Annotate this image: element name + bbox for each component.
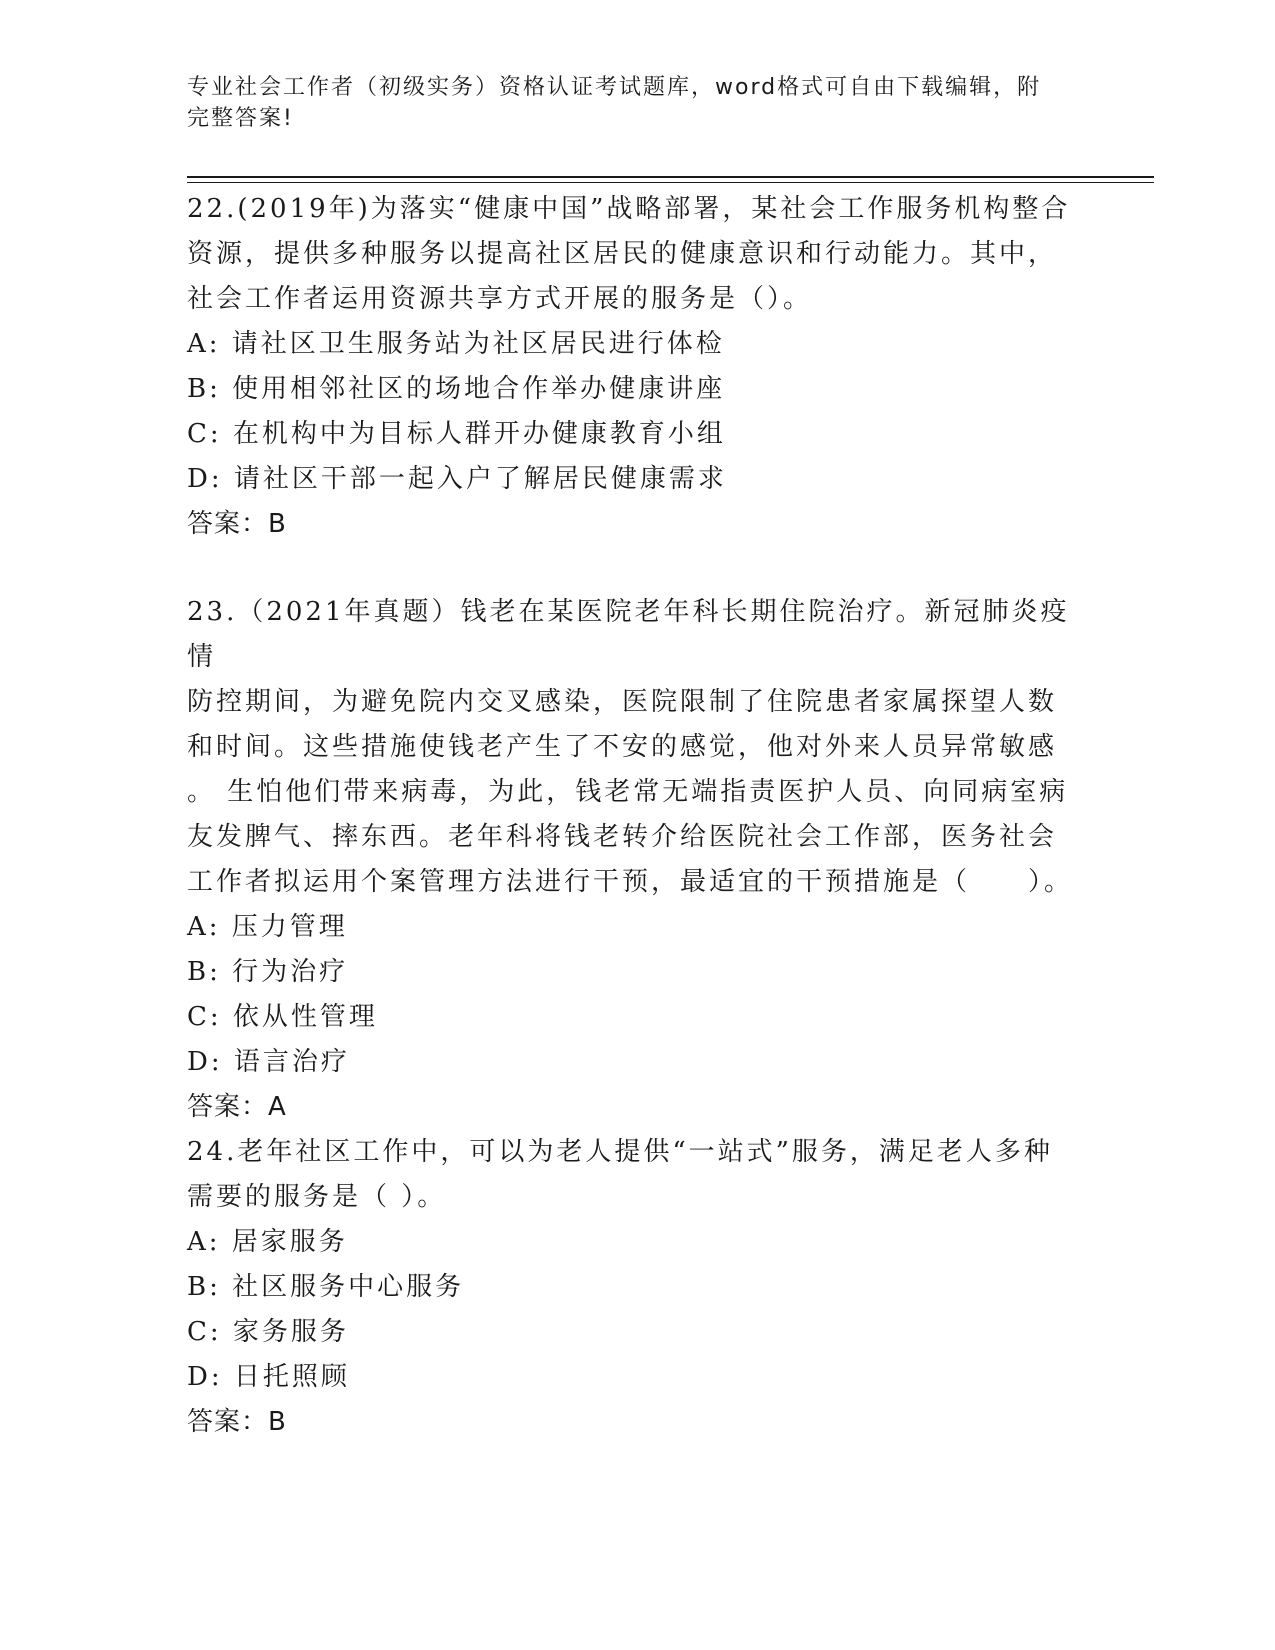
document-header	[187, 72, 1067, 134]
question-stem-line: 22.(2019年)为落实“健康中国”战略部署，某社会工作服务机构整合	[187, 194, 1071, 224]
answer-line: 答案：B	[187, 1407, 287, 1437]
question-stem-line: 社会工作者运用资源共享方式开展的服务是（）。	[187, 284, 813, 314]
question-22	[187, 187, 1087, 547]
option-c: C: 家务服务	[187, 1317, 349, 1347]
option-c: C: 在机构中为目标人群开办健康教育小组	[187, 419, 726, 449]
header-divider-thick	[187, 176, 1154, 178]
option-a: A: 请社区卫生服务站为社区居民进行体检	[187, 329, 725, 359]
option-d: D: 请社区干部一起入户了解居民健康需求	[187, 464, 727, 494]
question-stem-line: 防控期间，为避免院内交叉感染，医院限制了住院患者家属探望人数	[187, 687, 1058, 717]
option-a: A: 居家服务	[187, 1227, 348, 1257]
option-c: C: 依从性管理	[187, 1002, 378, 1032]
question-stem-line: 友发脾气、摔东西。老年科将钱老转介给医院社会工作部，医务社会	[187, 822, 1058, 852]
header-divider-thin	[187, 182, 1154, 183]
question-stem-line: 23.（2021年真题）钱老在某医院老年科长期住院治疗。新冠肺炎疫情	[187, 597, 1070, 672]
option-b: B: 社区服务中心服务	[187, 1272, 465, 1302]
header-line-2: 完整答案!	[187, 106, 294, 131]
question-stem-line: 资源，提供多种服务以提高社区居民的健康意识和行动能力。其中，	[187, 239, 1058, 269]
header-line-1: 专业社会工作者（初级实务）资格认证考试题库，word格式可自由下载编辑，附	[187, 75, 1042, 100]
option-a: A: 压力管理	[187, 912, 348, 942]
answer-line: 答案：B	[187, 509, 287, 539]
question-stem-line: 需要的服务是（ ）。	[187, 1182, 447, 1212]
option-d: D: 语言治疗	[187, 1047, 350, 1077]
question-stem-line: 和时间。这些措施使钱老产生了不安的感觉，他对外来人员异常敏感	[187, 732, 1058, 762]
question-stem-line: 工作者拟运用个案管理方法进行干预，最适宜的干预措施是（ ）。	[187, 867, 1074, 897]
option-b: B: 使用相邻社区的场地合作举办健康讲座	[187, 374, 726, 404]
question-stem-line: 24.老年社区工作中，可以为老人提供“一站式”服务，满足老人多种	[187, 1137, 1053, 1167]
question-23	[187, 590, 1087, 1130]
answer-line: 答案：A	[187, 1092, 287, 1122]
option-b: B: 行为治疗	[187, 957, 349, 987]
question-24	[187, 1130, 1087, 1445]
question-stem-line: 。 生怕他们带来病毒，为此，钱老常无端指责医护人员、向同病室病	[187, 777, 1069, 807]
option-d: D: 日托照顾	[187, 1362, 350, 1392]
